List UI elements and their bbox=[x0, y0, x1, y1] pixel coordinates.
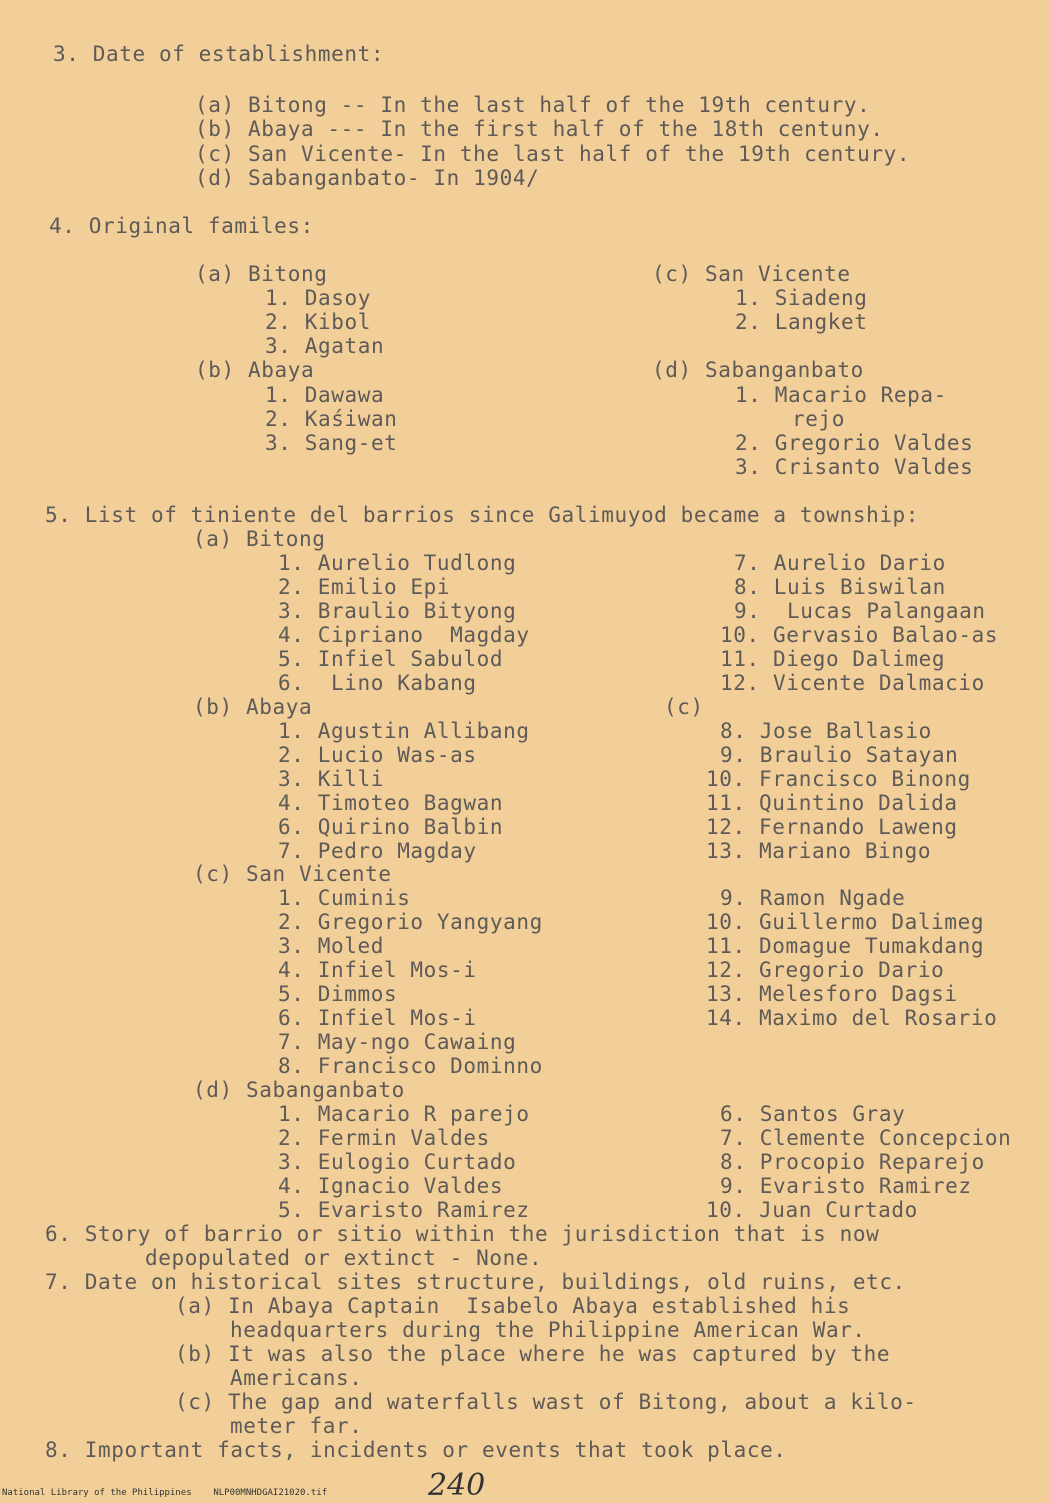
s3-item-d: (d) Sabanganbato- In 1904/ bbox=[195, 166, 540, 190]
s4-bitong-name: 1. Dasoy bbox=[265, 286, 371, 310]
s5-abaya-name: 10. Francisco Binong bbox=[706, 767, 971, 791]
s5-san-vicente-label: (c) San Vicente bbox=[193, 862, 392, 886]
s4-sabanganbato-label: (d) Sabanganbato bbox=[652, 358, 864, 382]
s4-abaya-label: (b) Abaya bbox=[195, 358, 315, 382]
s5-san-vicente-name: 1. Cuminis bbox=[278, 886, 411, 910]
s3-item-a: (a) Bitong -- In the last half of the 19th century. bbox=[195, 93, 871, 117]
s5-san-vicente-name: 10. Guillermo Dalimeg bbox=[706, 910, 985, 934]
s4-sabanganbato-name: 3. Crisanto Valdes bbox=[735, 455, 974, 479]
section-7-line: (a) In Abaya Captain Isabelo Abaya established his bbox=[175, 1294, 851, 1318]
s3-item-b: (b) Abaya --- In the first half of the 18th centuny. bbox=[195, 117, 884, 141]
s5-bitong-name: 8. Luis Biswilan bbox=[734, 575, 946, 599]
s5-abaya-name: 9. Braulio Satayan bbox=[720, 743, 959, 767]
section-7-line: headquarters during the Philippine American War. bbox=[230, 1318, 866, 1342]
s5-abaya-name: 11. Quintino Dalida bbox=[706, 791, 958, 815]
s5-bitong-name: 4. Cipriano Magday bbox=[278, 623, 530, 647]
s4-san-vicente-label: (c) San Vicente bbox=[652, 262, 851, 286]
s5-bitong-name: 6. Lino Kabang bbox=[278, 671, 477, 695]
s5-sabanganbato-name: 4. Ignacio Valdes bbox=[278, 1174, 504, 1198]
s5-san-vicente-name: 6. Infiel Mos-i bbox=[278, 1006, 477, 1030]
s5-abaya-name: 2. Lucio Was-as bbox=[278, 743, 477, 767]
s4-sabanganbato-name: 2. Gregorio Valdes bbox=[735, 431, 974, 455]
s4-abaya-name: 2. Kaśiwan bbox=[265, 407, 398, 431]
s5-bitong-name: 3. Braulio Bityong bbox=[278, 599, 517, 623]
s5-san-vicente-name: 3. Moled bbox=[278, 934, 384, 958]
archive-footer: National Library of the Philippines NLP00MNHDGAI21020.tif bbox=[2, 1488, 328, 1498]
s4-bitong-label: (a) Bitong bbox=[195, 262, 328, 286]
s5-bitong-name: 12. Vicente Dalmacio bbox=[720, 671, 985, 695]
s4-san-vicente-name: 2. Langket bbox=[735, 310, 868, 334]
page-number: 240 bbox=[428, 1468, 486, 1503]
s5-sabanganbato-name: 10. Juan Curtado bbox=[706, 1198, 918, 1222]
section-4-heading: 4. Original familes: bbox=[49, 214, 314, 238]
s4-sabanganbato-name: 1. Macario Repa- bbox=[735, 383, 947, 407]
s5-san-vicente-name: 2. Gregorio Yangyang bbox=[278, 910, 543, 934]
s5-san-vicente-name: 11. Domague Tumakdang bbox=[706, 934, 985, 958]
s5-sabanganbato-name: 9. Evaristo Ramirez bbox=[720, 1174, 972, 1198]
s5-abaya-name: 8. Jose Ballasio bbox=[720, 719, 932, 743]
s5-bitong-name: 5. Infiel Sabulod bbox=[278, 647, 504, 671]
s5-bitong-name: 1. Aurelio Tudlong bbox=[278, 551, 517, 575]
section-7-line: meter far. bbox=[230, 1414, 363, 1438]
s5-bitong-name: 9. Lucas Palangaan bbox=[734, 599, 986, 623]
section-3-heading: 3. Date of establishment: bbox=[53, 42, 385, 66]
s5-abaya-name: 1. Agustin Allibang bbox=[278, 719, 530, 743]
s5-bitong-name: 7. Aurelio Dario bbox=[734, 551, 946, 575]
s5-bitong-name: 10. Gervasio Balao-as bbox=[720, 623, 999, 647]
s4-abaya-name: 1. Dawawa bbox=[265, 383, 385, 407]
s5-sabanganbato-label: (d) Sabanganbato bbox=[193, 1078, 405, 1102]
s5-sabanganbato-name: 7. Clemente Concepcion bbox=[720, 1126, 1012, 1150]
section-6-line: depopulated or extinct - None. bbox=[145, 1246, 543, 1270]
section-5-heading: 5. List of tiniente del barrios since Galimuyod became a township: bbox=[45, 503, 920, 527]
section-6-line: 6. Story of barrio or sitio within the jurisdiction that is now bbox=[45, 1222, 880, 1246]
s5-abaya-name: 6. Quirino Balbin bbox=[278, 815, 504, 839]
s5-san-vicente-name: 5. Dimmos bbox=[278, 982, 398, 1006]
s4-bitong-name: 3. Agatan bbox=[265, 334, 385, 358]
s5-abaya-name: 3. Killi bbox=[278, 767, 384, 791]
section-7-heading: 7. Date on historical sites structure, buildings, old ruins, etc. bbox=[45, 1270, 906, 1294]
s5-bitong-label: (a) Bitong bbox=[193, 527, 326, 551]
s5-bitong-name: 2. Emilio Epi bbox=[278, 575, 451, 599]
s5-sabanganbato-name: 8. Procopio Reparejo bbox=[720, 1150, 985, 1174]
s5-san-vicente-name: 9. Ramon Ngade bbox=[720, 886, 906, 910]
s5-sabanganbato-name: 5. Evaristo Ramirez bbox=[278, 1198, 530, 1222]
s5-sabanganbato-name: 1. Macario R parejo bbox=[278, 1102, 530, 1126]
s5-abaya-label: (b) Abaya bbox=[193, 695, 313, 719]
s5-bitong-name: 11. Diego Dalimeg bbox=[720, 647, 946, 671]
s5-sabanganbato-name: 3. Eulogio Curtado bbox=[278, 1150, 517, 1174]
s5-sabanganbato-name: 2. Fermin Valdes bbox=[278, 1126, 490, 1150]
section-7-line: Americans. bbox=[230, 1366, 363, 1390]
s5-abaya-name: 13. Mariano Bingo bbox=[706, 839, 932, 863]
s3-item-c: (c) San Vicente- In the last half of the 19th century. bbox=[195, 142, 911, 166]
section-7-line: (b) It was also the place where he was captured by the bbox=[175, 1342, 891, 1366]
s4-sabanganbato-name: rejo bbox=[792, 407, 845, 431]
section-7-line: (c) The gap and waterfalls wast of Bitong, about a kilo- bbox=[175, 1390, 917, 1414]
s5-san-vicente-name: 4. Infiel Mos-i bbox=[278, 958, 477, 982]
s5-san-vicente-name: 12. Gregorio Dario bbox=[706, 958, 945, 982]
s4-bitong-name: 2. Kibol bbox=[265, 310, 371, 334]
s5-san-vicente-name: 13. Melesforo Dagsi bbox=[706, 982, 958, 1006]
s5-san-vicente-name: 8. Francisco Dominno bbox=[278, 1054, 543, 1078]
s5-sabanganbato-name: 6. Santos Gray bbox=[720, 1102, 906, 1126]
s5-abaya-name: 7. Pedro Magday bbox=[278, 839, 477, 863]
s4-san-vicente-name: 1. Siadeng bbox=[735, 286, 868, 310]
s5-abaya-name: 4. Timoteo Bagwan bbox=[278, 791, 504, 815]
s5-san-vicente-name: 7. May-ngo Cawaing bbox=[278, 1030, 517, 1054]
s4-abaya-name: 3. Sang-et bbox=[265, 431, 398, 455]
s5-abaya-name: 12. Fernando Laweng bbox=[706, 815, 958, 839]
s5-san-vicente-name: 14. Maximo del Rosario bbox=[706, 1006, 998, 1030]
section-8-heading: 8. Important facts, incidents or events that took place. bbox=[45, 1438, 787, 1462]
s5-abaya-col-label: (c) bbox=[664, 695, 704, 719]
